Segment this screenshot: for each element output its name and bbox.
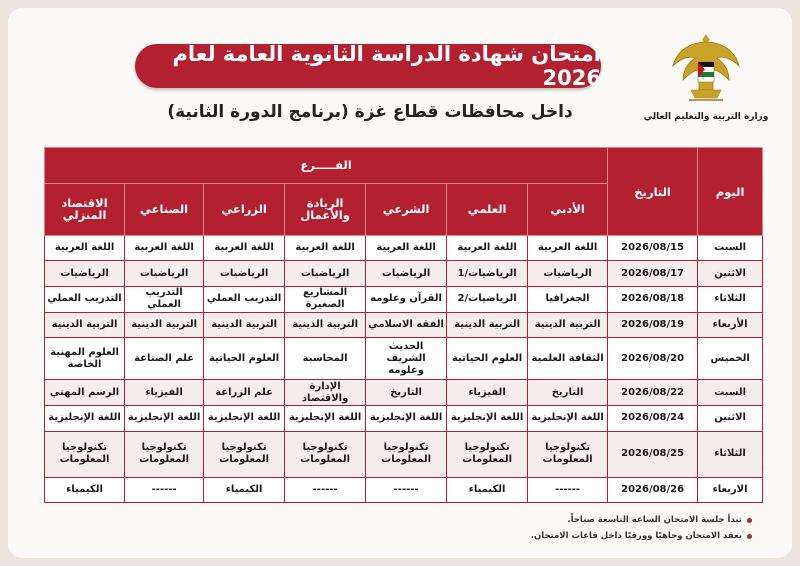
subject-cell: اللغة العربية [528,236,608,261]
subject-cell: المحاسبة [285,338,366,380]
ministry-logo [640,28,772,132]
subject-cell: الرياضيات/2 [447,286,528,312]
header-branch: الفـــــرع [45,148,608,184]
date-cell: 2026/08/25 [608,431,698,477]
date-cell: 2026/08/18 [608,286,698,312]
date-cell: 2026/08/22 [608,380,698,406]
subject-cell: التربية الدينية [285,312,366,337]
subject-cell: ------ [528,477,608,502]
subject-cell: اللغة الإنجليزية [125,406,204,431]
subject-cell: تكنولوجيا المعلومات [45,431,125,477]
subject-cell: التدريب العملي [204,286,285,312]
subject-cell: اللغة العربية [125,236,204,261]
notes [232,512,752,544]
subject-cell: العلوم الحياتية [204,338,285,380]
subject-cell: الكيمياء [447,477,528,502]
subject-cell: علم الزراعة [204,380,285,406]
subject-cell: الفيزياء [447,380,528,406]
subject-cell: الحديث الشريف وعلومه [366,338,447,380]
subject-cell: ------ [125,477,204,502]
subject-cell: العلوم الحياتية [447,338,528,380]
table-row [45,431,763,477]
ministry-name: وزارة التربية والتعليم العالي [643,112,769,122]
palestine-eagle-emblem-icon [669,28,743,108]
branch-industrial: الصناعي [125,183,204,236]
subject-cell: المشاريع الصغيرة [285,286,366,312]
date-cell: 2026/08/24 [608,406,698,431]
subject-cell: التدريب العملي [45,286,125,312]
subject-cell: التدريب العملي [125,286,204,312]
subject-cell: التاريخ [528,380,608,406]
subject-cell: تكنولوجيا المعلومات [125,431,204,477]
subject-cell: الرياضيات [285,261,366,286]
branch-literary: الأدبي [528,183,608,236]
branch-home-economics: الاقتصاد المنزلي [45,183,125,236]
subject-cell: الكيمياء [45,477,125,502]
table-row [45,380,763,406]
subject-cell: التربية الدينية [528,312,608,337]
day-cell: السبت [698,236,763,261]
table-row [45,477,763,502]
subject-cell: علم الصناعة [125,338,204,380]
subject-cell: اللغة الإنجليزية [366,406,447,431]
day-cell: السبت [698,380,763,406]
subject-cell: تكنولوجيا المعلومات [285,431,366,477]
note-item [232,528,752,544]
day-cell: الأربعاء [698,312,763,337]
date-cell: 2026/08/17 [608,261,698,286]
branch-entrepreneurship: الريادة والأعمال [285,183,366,236]
note-text: تبدأ جلسة الامتحان الساعة التاسعة صباحاً. [567,515,742,525]
subject-cell: التربية الدينية [447,312,528,337]
branch-agricultural: الزراعي [204,183,285,236]
subject-cell: الجغرافيا [528,286,608,312]
subject-cell: الثقافة العلمية [528,338,608,380]
table-row [45,236,763,261]
page-subtitle: داخل محافظات قطاع غزة (برنامج الدورة الثانية) [167,102,573,122]
subject-cell: ------ [285,477,366,502]
subject-cell: الإدارة والاقتصاد [285,380,366,406]
note-item [232,512,752,528]
table-body [45,236,763,503]
subject-cell: الرياضيات [366,261,447,286]
subject-cell: اللغة الإنجليزية [204,406,285,431]
day-cell: الاربعاء [698,477,763,502]
subject-cell: اللغة الإنجليزية [285,406,366,431]
subject-cell: التربية الدينية [125,312,204,337]
branch-scientific: العلمي [447,183,528,236]
subject-cell: الرياضيات [125,261,204,286]
subject-cell: التربية الدينية [204,312,285,337]
note-text: يعقد الامتحان وجاهيًا وورقيًا داخل قاعات الامتحان. [530,531,742,541]
subject-cell: اللغة العربية [285,236,366,261]
day-cell: الثلاثاء [698,431,763,477]
date-cell: 2026/08/15 [608,236,698,261]
subject-cell: اللغة العربية [204,236,285,261]
day-cell: الخميس [698,338,763,380]
header-day: اليوم [698,148,763,236]
date-cell: 2026/08/20 [608,338,698,380]
table-row [45,261,763,286]
subject-cell: اللغة العربية [366,236,447,261]
subject-cell: اللغة العربية [45,236,125,261]
day-cell: الاثنين [698,261,763,286]
date-cell: 2026/08/26 [608,477,698,502]
subject-cell: الرياضيات [204,261,285,286]
subject-cell: الرياضيات [528,261,608,286]
subject-cell: التربية الدينية [45,312,125,337]
header-date: التاريخ [608,148,698,236]
subject-cell: القرآن وعلومه [366,286,447,312]
subject-cell: الكيمياء [204,477,285,502]
subject-cell: تكنولوجيا المعلومات [447,431,528,477]
date-cell: 2026/08/19 [608,312,698,337]
subject-cell: الرياضيات [45,261,125,286]
subject-cell: التاريخ [366,380,447,406]
table-row [45,406,763,431]
table-row [45,312,763,337]
subject-cell: اللغة الإنجليزية [528,406,608,431]
subject-cell: تكنولوجيا المعلومات [366,431,447,477]
subject-cell: اللغة العربية [447,236,528,261]
table-row [45,338,763,380]
bullet-icon [747,534,752,539]
subject-cell: ------ [366,477,447,502]
subject-cell: الرياضيات/1 [447,261,528,286]
subject-cell: تكنولوجيا المعلومات [528,431,608,477]
subject-cell: العلوم المهنية الخاصة [45,338,125,380]
page-title: امتحان شهادة الدراسة الثانوية العامة لعام 2026 [135,44,601,88]
subject-cell: تكنولوجيا المعلومات [204,431,285,477]
subject-cell: الرسم المهني [45,380,125,406]
day-cell: الاثنين [698,406,763,431]
subject-cell: الفيزياء [125,380,204,406]
bullet-icon [747,518,752,523]
subject-cell: اللغة الإنجليزية [447,406,528,431]
table-row [45,286,763,312]
branch-sharia: الشرعي [366,183,447,236]
exam-schedule-table [44,147,763,503]
subject-cell: اللغة الإنجليزية [45,406,125,431]
day-cell: الثلاثاء [698,286,763,312]
subject-cell: الفقه الاسلامي [366,312,447,337]
